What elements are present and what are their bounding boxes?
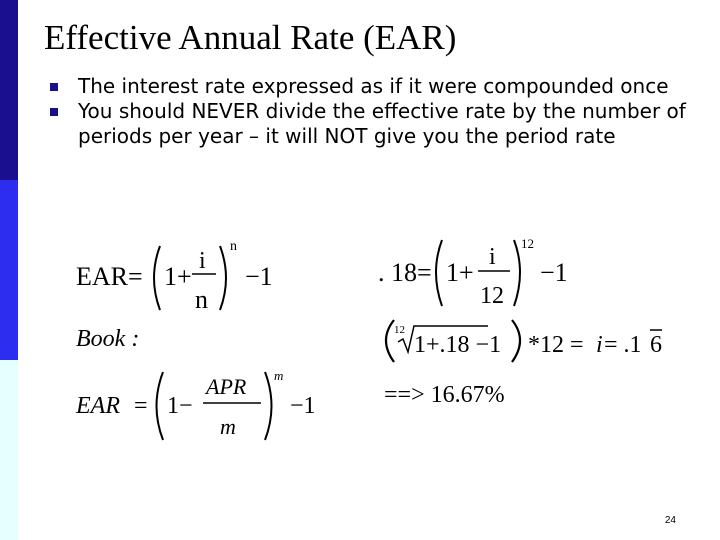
root-index: 12 (394, 324, 405, 336)
exponent: m (274, 368, 284, 383)
example-formula (378, 236, 568, 309)
page-number: 24 (664, 515, 676, 526)
result-text: ==> 16.67% (384, 382, 505, 408)
fraction-numerator: APR (206, 374, 247, 399)
left-paren (386, 320, 394, 362)
fraction-denominator: n (195, 285, 208, 314)
fraction-numerator: i (489, 244, 496, 270)
one-plus: 1+ (446, 258, 474, 287)
right-paren (220, 246, 226, 310)
book-label: Book : (76, 326, 140, 352)
root-eq: = .1 (604, 332, 642, 358)
left-paren (154, 246, 160, 310)
ear-formula (76, 239, 273, 314)
ear-apr-formula (75, 368, 316, 440)
fraction-denominator: 12 (480, 283, 504, 309)
left-paren (157, 372, 164, 440)
exponent: 12 (521, 236, 534, 251)
bullet-text: The interest rate expressed as if it were compounded once (78, 74, 669, 98)
minus-one: −1 (540, 258, 568, 287)
ear-label: EAR= (76, 262, 143, 291)
left-paren (436, 240, 442, 306)
slide-title: Effective Annual Rate (EAR) (44, 18, 457, 57)
equals-sign: = (134, 393, 148, 419)
right-paren (512, 320, 520, 362)
exponent: n (230, 239, 237, 254)
bullet-text: You should NEVER divide the effective rate by the number of periods per year – it will NOT give you the period rate (78, 99, 686, 148)
root-variable: i (596, 332, 603, 358)
minus-one: −1 (245, 262, 273, 291)
right-paren (514, 240, 520, 306)
minus-one: −1 (290, 393, 316, 419)
one-minus: 1− (167, 393, 193, 419)
right-paren (265, 372, 272, 440)
root-tail: *12 = (528, 332, 584, 358)
root-body: 1+.18 −1 (414, 332, 502, 358)
fraction-numerator: i (199, 248, 206, 274)
one-plus: 1+ (164, 262, 192, 291)
example-lhs: . 18= (378, 258, 432, 287)
fraction-denominator: m (220, 414, 236, 439)
repeating-digit: 6 (650, 332, 662, 358)
ear-label: EAR (76, 393, 120, 419)
root-formula (386, 320, 662, 362)
